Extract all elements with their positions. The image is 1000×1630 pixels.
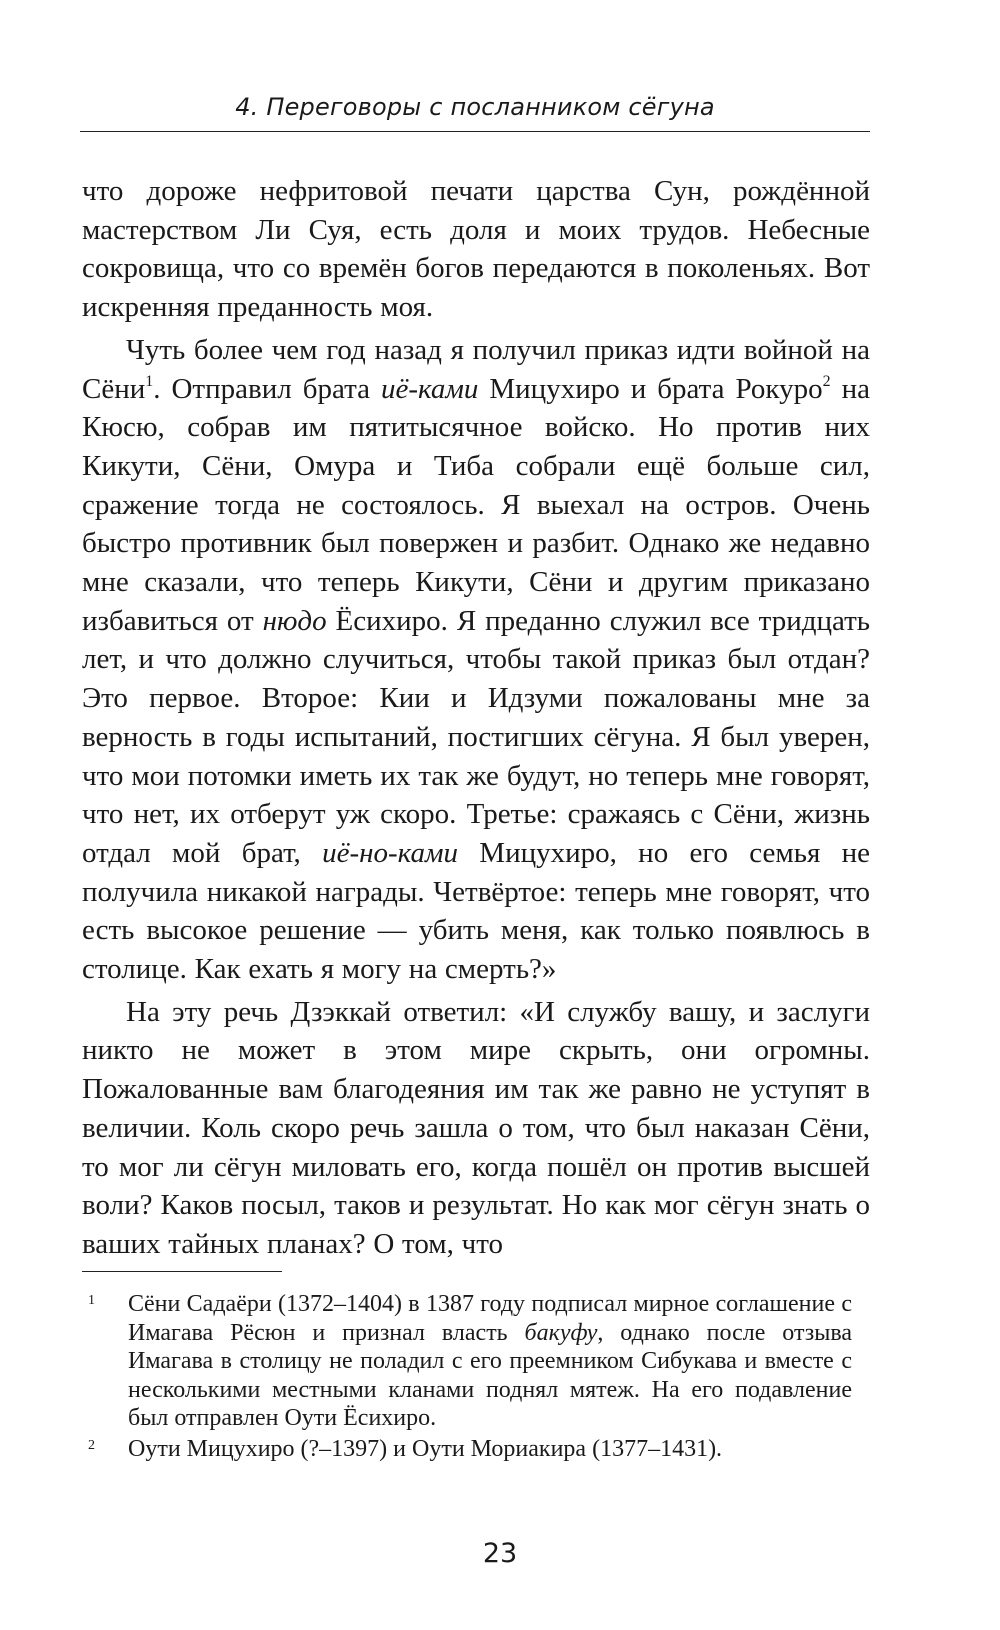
paragraph-2-part-b: . Отправил брата bbox=[153, 372, 381, 405]
footnote-text: Оути Мицухиро (?–1397) и Оути Мориакира (1377–1431). bbox=[128, 1435, 723, 1462]
paragraph-2 bbox=[82, 331, 870, 989]
paragraph-2-part-a: Чуть более чем год назад я получил приказ идти войной на Сёни bbox=[82, 333, 870, 405]
footnote-2 bbox=[82, 1435, 852, 1464]
paragraph-2-part-d: на Кюсю, собрав им пятитысячное войско. Но против них Кикути, Сёни, Омура и Тиба собрали ещё больше сил, сражение тогда не состоялось. Я выехал на остров. Очень быстро противник был повержен и разбит. Однако же недавно мне сказали, что теперь Кикути, Сёни и другим приказано избавиться от bbox=[82, 372, 870, 637]
main-text bbox=[82, 172, 870, 1268]
page-number: 23 bbox=[482, 1538, 518, 1569]
footnote-number: 2 bbox=[88, 1437, 95, 1453]
term-nyudo: нюдо bbox=[262, 604, 327, 637]
footnote-ref-2: 2 bbox=[822, 372, 831, 390]
footnote-1-part-b: , однако после отзыва Имагава в столицу не поладил с его преемником Сибукава и вместе с несколькими местными кланами поднял мятеж. На его подавление был отправлен Оути Ёсихиро. bbox=[128, 1319, 852, 1431]
paragraph-1: что дороже нефритовой печати царства Сун, рождённой мастерством Ли Суя, есть доля и моих трудов. Небесные сокровища, что со времён богов передаются в поколеньях. Вот искренняя преданность моя. bbox=[82, 175, 870, 324]
running-header: 4. Переговоры с посланником сёгуна bbox=[235, 93, 715, 121]
footnote-1-part-a: Сёни Садаёри (1372–1404) в 1387 году подписал мирное соглашение с Имагава Рёсюн и признал власть bbox=[128, 1291, 852, 1346]
term-bakufu: бакуфу bbox=[524, 1319, 598, 1346]
paragraph-2-part-c: Мицухиро и брата Рокуро bbox=[478, 372, 823, 405]
footnote-ref-1: 1 bbox=[145, 372, 154, 390]
header-rule bbox=[80, 131, 870, 132]
footnote-text bbox=[128, 1290, 852, 1433]
footnote-rule bbox=[82, 1271, 282, 1272]
footnote-number: 1 bbox=[88, 1293, 95, 1308]
paragraph-2-part-f: Мицухиро, но его семья не получила никакой награды. Четвёртое: теперь мне говорят, что есть высокое решение — убить меня, как только появлюсь в столице. Как ехать я могу на смерть?» bbox=[82, 836, 870, 986]
term-iyo-kami: иё-ками bbox=[380, 372, 479, 405]
paragraph-3: На эту речь Дзэккай ответил: «И службу вашу, и заслуги никто не может в этом мире скрыть, они огромны. Пожалованные вам благодеяния им так же равно не уступят в величии. Коль скоро речь зашла о том, что был наказан Сёни, то мог ли сёгун миловать его, когда пошёл он против высшей воли? Каков посыл, таков и результат. Но как мог сёгун знать о ваших тайных планах? О том, что bbox=[82, 995, 870, 1260]
footnote-1 bbox=[82, 1290, 852, 1433]
footnotes bbox=[82, 1290, 852, 1465]
term-iyo-no-kami: иё-но-ками bbox=[322, 836, 459, 869]
paragraph-2-part-e: Ёсихиро. Я преданно служил все тридцать лет, и что должно случиться, чтобы такой приказ был отдан? Это первое. Второе: Кии и Идзуми пожалованы мне за верность в годы испытаний, постигших сёгуна. Я был уверен, что мои потомки иметь их так же будут, но теперь мне говорят, что нет, их отберут уж скоро. Третье: сражаясь с Сёни, жизнь отдал мой брат, bbox=[82, 604, 871, 869]
